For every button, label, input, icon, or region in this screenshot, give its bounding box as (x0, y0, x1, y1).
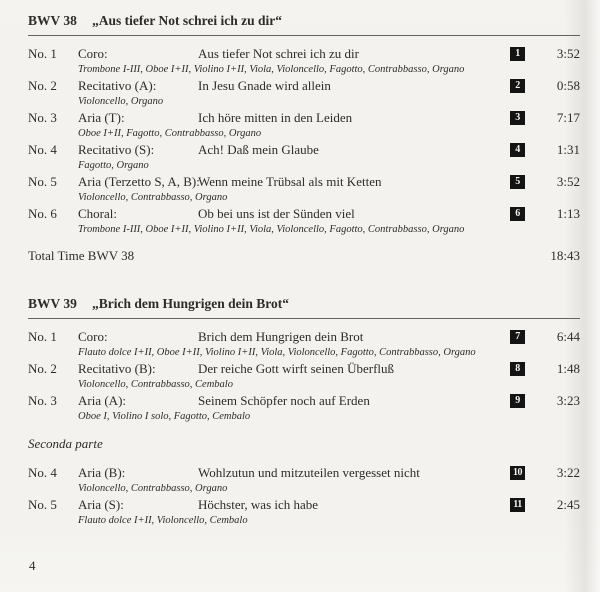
track-row (0, 392, 600, 424)
movement-number: No. 2 (28, 78, 57, 93)
track-number-badge: 8 (510, 362, 525, 376)
movement-type: Aria (A): (78, 393, 127, 408)
track-number-badge: 3 (510, 111, 525, 125)
track-number-badge: 11 (510, 498, 525, 512)
movement-number: No. 3 (28, 110, 57, 125)
instrumentation: Violoncello, Contrabbasso, Cembalo (78, 379, 233, 390)
movement-title: Brich dem Hungrigen dein Brot (198, 329, 364, 344)
total-time-row (0, 247, 600, 264)
part-label: Seconda parte (28, 436, 103, 451)
instrumentation: Violoncello, Contrabbasso, Organo (78, 483, 228, 494)
movement-type: Coro: (78, 329, 108, 344)
track-row (0, 328, 600, 360)
movement-number: No. 1 (28, 329, 57, 344)
movement-number: No. 1 (28, 46, 57, 61)
instrumentation: Trombone I-III, Oboe I+II, Violino I+II, Viola, Violoncello, Fagotto, Contrabbasso, Organo (78, 224, 465, 235)
track-number-badge: 7 (510, 330, 525, 344)
track-duration: 2:45 (556, 497, 580, 512)
cantata-section (0, 13, 600, 264)
track-row (0, 464, 600, 496)
movement-title: Höchster, was ich habe (198, 497, 319, 512)
track-number-badge: 5 (510, 175, 525, 189)
work-title: „Brich dem Hungrigen dein Brot“ (92, 296, 290, 311)
movement-number: No. 4 (28, 142, 57, 157)
movement-title: Wenn meine Trübsal als mit Ketten (198, 174, 382, 189)
instrumentation: Flauto dolce I+II, Oboe I+II, Violino I+II, Viola, Violoncello, Fagotto, Contrabbasso, Organo (78, 347, 476, 358)
track-duration: 1:31 (556, 142, 580, 157)
total-time-value: 18:43 (550, 248, 580, 263)
movement-type: Recitativo (B): (78, 361, 156, 376)
catalog-number: BWV 39 (28, 296, 77, 311)
section-header (0, 296, 600, 312)
track-row (0, 496, 600, 528)
track-row (0, 141, 600, 173)
movement-number: No. 5 (28, 174, 57, 189)
track-number-badge: 9 (510, 394, 525, 408)
track-duration: 3:52 (556, 46, 580, 61)
movement-type: Recitativo (A): (78, 78, 157, 93)
track-number-badge: 1 (510, 47, 525, 61)
movement-title: In Jesu Gnade wird allein (198, 78, 331, 93)
section-rule (28, 35, 580, 36)
movement-type: Coro: (78, 46, 108, 61)
track-duration: 0:58 (556, 78, 580, 93)
track-number-badge: 10 (510, 466, 525, 480)
movement-type: Aria (Terzetto S, A, B): (78, 174, 200, 189)
track-row (0, 360, 600, 392)
movement-title: Wohlzutun und mitzuteilen vergesset nicht (198, 465, 420, 480)
track-row (0, 205, 600, 237)
instrumentation: Oboe I+II, Fagotto, Contrabbasso, Organo (78, 128, 262, 139)
movement-title: Ach! Daß mein Glaube (198, 142, 319, 157)
track-list (0, 45, 600, 237)
movement-number: No. 5 (28, 497, 57, 512)
movement-type: Aria (S): (78, 497, 124, 512)
instrumentation: Oboe I, Violino I solo, Fagotto, Cembalo (78, 411, 251, 422)
movement-type: Choral: (78, 206, 117, 221)
track-list (0, 328, 600, 528)
track-duration: 7:17 (556, 110, 580, 125)
movement-type: Recitativo (S): (78, 142, 155, 157)
movement-title: Ob bei uns ist der Sünden viel (198, 206, 355, 221)
instrumentation: Flauto dolce I+II, Violoncello, Cembalo (78, 515, 248, 526)
work-title: „Aus tiefer Not schrei ich zu dir“ (92, 13, 282, 28)
track-duration: 3:22 (556, 465, 580, 480)
movement-number: No. 6 (28, 206, 57, 221)
movement-number: No. 3 (28, 393, 57, 408)
track-duration: 1:48 (556, 361, 580, 376)
track-duration: 3:23 (556, 393, 580, 408)
movement-title: Ich höre mitten in den Leiden (198, 110, 353, 125)
movement-number: No. 4 (28, 465, 57, 480)
movement-type: Aria (T): (78, 110, 125, 125)
section-header (0, 13, 600, 29)
track-duration: 1:13 (556, 206, 580, 221)
movement-number: No. 2 (28, 361, 57, 376)
instrumentation: Trombone I-III, Oboe I+II, Violino I+II, Viola, Violoncello, Fagotto, Contrabbasso, Organo (78, 64, 465, 75)
track-number-badge: 2 (510, 79, 525, 93)
track-duration: 6:44 (556, 329, 580, 344)
track-row (0, 109, 600, 141)
track-row (0, 45, 600, 77)
movement-title: Aus tiefer Not schrei ich zu dir (198, 46, 360, 61)
track-row (0, 173, 600, 205)
cantata-section (0, 296, 600, 528)
movement-title: Der reiche Gott wirft seinen Überfluß (198, 361, 395, 376)
movement-type: Aria (B): (78, 465, 126, 480)
page-number: 4 (29, 558, 36, 573)
track-duration: 3:52 (556, 174, 580, 189)
catalog-number: BWV 38 (28, 13, 77, 28)
track-number-badge: 6 (510, 207, 525, 221)
movement-title: Seinem Schöpfer noch auf Erden (198, 393, 370, 408)
instrumentation: Violoncello, Contrabbasso, Organo (78, 192, 228, 203)
total-time-label: Total Time BWV 38 (28, 248, 135, 263)
track-number-badge: 4 (510, 143, 525, 157)
instrumentation: Fagotto, Organo (78, 160, 149, 171)
section-rule (28, 318, 580, 319)
track-row (0, 77, 600, 109)
instrumentation: Violoncello, Organo (78, 96, 164, 107)
